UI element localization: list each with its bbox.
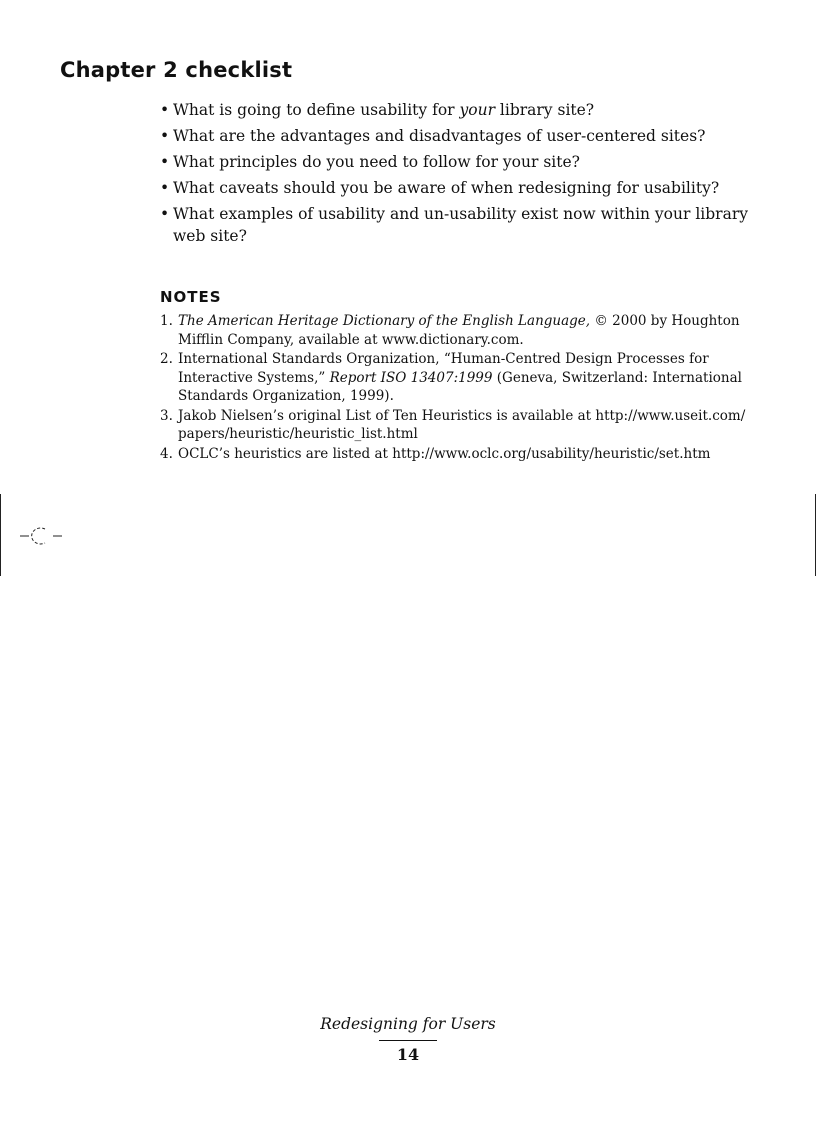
note-text: OCLC’s heuristics are listed at http://www.oclc.org/usability/heuristic/set.htm: [178, 445, 711, 462]
note-item: [160, 407, 750, 444]
chapter-title: Chapter 2 checklist: [60, 58, 293, 82]
checklist-item-text: What are the advantages and disadvantages of user-centered sites?: [173, 127, 706, 145]
checklist-item-text: What examples of usability and un-usability exist now within your library web site?: [173, 205, 748, 245]
checklist-item: [160, 151, 760, 173]
page-number: 14: [396, 1045, 420, 1064]
checklist-item-text-end: library site?: [494, 101, 595, 119]
note-item: [160, 350, 750, 406]
note-text: Jakob Nielsen’s original List of Ten Heuristics is available at http://www.useit.com/ papers/heuristic/heuristic_list.html: [178, 407, 746, 442]
note-text: International Standards Organization, “Human-Centred Design Processes for Interactive Systems,”: [178, 351, 709, 386]
checklist-item-text: What principles do you need to follow for your site?: [173, 153, 580, 171]
footer-rule: [379, 1040, 437, 1041]
running-footer-title: Redesigning for Users: [320, 1015, 496, 1033]
checklist-item: [160, 203, 760, 247]
checklist-item: [160, 99, 760, 121]
note-item: [160, 312, 750, 349]
crop-mark-left: [0, 494, 1, 576]
notes-list: [160, 312, 750, 464]
note-text: © 2000 by Houghton Mifflin Company, available at www.dictionary.com.: [178, 313, 740, 348]
bullet-icon: •: [160, 153, 170, 171]
note-text-end: (Geneva, Switzerland: International Standards Organization, 1999).: [178, 369, 742, 404]
note-number: 4.: [160, 445, 173, 462]
note-italic: Report ISO 13407:1999: [329, 369, 493, 386]
bullet-icon: •: [160, 127, 170, 145]
notes-heading: NOTES: [160, 288, 222, 306]
checklist-item-text: What caveats should you be aware of when redesigning for usability?: [173, 179, 720, 197]
checklist-item-emphasis: your: [459, 101, 495, 119]
bullet-icon: •: [160, 101, 170, 119]
registration-mark-icon: [20, 526, 64, 546]
checklist-item: [160, 125, 760, 147]
note-italic: The American Heritage Dictionary of the English Language,: [178, 313, 591, 329]
bullet-icon: •: [160, 179, 170, 197]
note-number: 3.: [160, 407, 173, 424]
note-item: [160, 445, 750, 464]
checklist-item-text: What is going to define usability for: [173, 101, 460, 119]
bullet-icon: •: [160, 205, 170, 223]
checklist: [160, 99, 760, 251]
note-number: 1.: [160, 313, 173, 329]
checklist-item: [160, 177, 760, 199]
note-number: 2.: [160, 351, 173, 367]
